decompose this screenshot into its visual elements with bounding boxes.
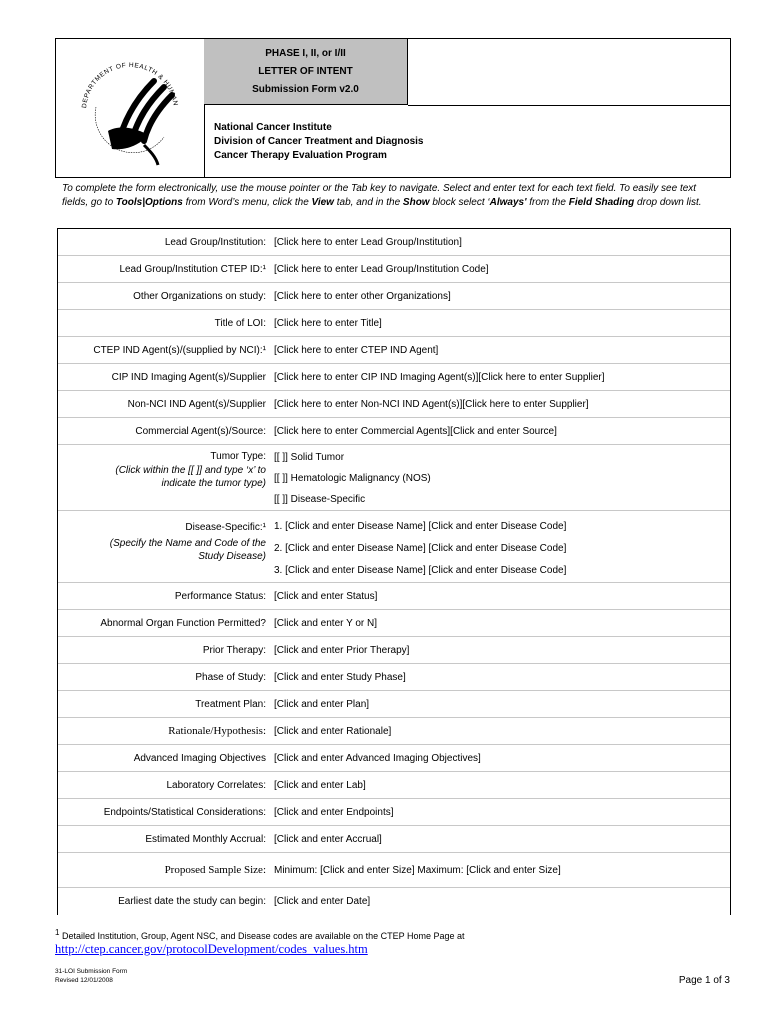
field-label: CIP IND Imaging Agent(s)/Supplier — [111, 371, 266, 383]
footnote-marker: 1 — [55, 928, 60, 937]
revised-date-text: Revised 12/01/2008 — [55, 977, 113, 984]
title-field[interactable]: [Click here to enter Title] — [274, 317, 382, 329]
form-row-ctep-agent — [58, 337, 730, 364]
field-label: CTEP IND Agent(s)/(supplied by NCI):¹ — [93, 344, 266, 356]
disease-label-block — [58, 522, 274, 582]
form-row-endpoints — [58, 799, 730, 826]
form-row-lab-correlates — [58, 772, 730, 799]
other-orgs-field[interactable]: [Click here to enter other Organizations] — [274, 290, 451, 302]
field-label: Prior Therapy: — [202, 644, 266, 656]
form-row-other-orgs — [58, 283, 730, 310]
form-row-organ-function — [58, 610, 730, 637]
field-label: Estimated Monthly Accrual: — [145, 833, 266, 845]
rationale-field[interactable]: [Click and enter Rationale] — [274, 725, 392, 737]
cip-agent-field[interactable]: [Click here to enter CIP IND Imaging Agent(s)][Click here to enter Supplier] — [274, 371, 605, 383]
instructions-text-2: from Word’s menu, click the — [182, 197, 312, 208]
instructions-text-4: block select ‘ — [429, 197, 490, 208]
lead-group-field[interactable]: [Click here to enter Lead Group/Institution] — [274, 236, 462, 248]
tumor-option-solid[interactable]: [[ ]] Solid Tumor — [274, 452, 345, 463]
field-label: Other Organizations on study: — [133, 290, 266, 302]
field-label: Endpoints/Statistical Considerations: — [103, 806, 266, 818]
disease-field-3[interactable]: 3. [Click and enter Disease Name] [Click and enter Disease Code] — [274, 565, 567, 576]
institution-line-3: Cancer Therapy Evaluation Program — [214, 150, 387, 161]
title-line-3: Submission Form v2.0 — [252, 84, 359, 95]
field-label: Non-NCI IND Agent(s)/Supplier — [127, 398, 266, 410]
form-header — [55, 38, 731, 178]
form-row-disease-specific — [58, 511, 730, 583]
disease-field-1[interactable]: 1. [Click and enter Disease Name] [Click and enter Disease Code] — [274, 521, 567, 532]
svg-text:DEPARTMENT OF HEALTH & HUMAN S: DEPARTMENT OF HEALTH & HUMAN — [81, 61, 179, 109]
instructions-bold-1: Tools|Options — [115, 197, 183, 208]
field-label: Title of LOI: — [214, 317, 266, 329]
field-label: Phase of Study: — [195, 671, 266, 683]
hhs-logo-cell — [56, 39, 205, 177]
form-row-start-date — [58, 888, 730, 915]
ctep-codes-link[interactable]: http://ctep.cancer.gov/protocolDevelopment/codes_values.htm — [55, 942, 368, 956]
tumor-type-options — [274, 447, 730, 510]
disease-field-2[interactable]: 2. [Click and enter Disease Name] [Click and enter Disease Code] — [274, 543, 567, 554]
instructions-text-1: To complete the form electronically, use the mouse pointer or the Tab key to navigate. Select and enter text for each text field. To easily see text fields, go to — [62, 183, 697, 208]
start-date-field[interactable]: [Click and enter Date] — [274, 896, 371, 907]
field-sublabel: (Click within the [[ ]] and type ‘x’ to indicate the tumor type) — [115, 465, 266, 489]
instructions-text-6: drop down list. — [634, 197, 702, 208]
field-label: Laboratory Correlates: — [166, 779, 266, 791]
treatment-plan-field[interactable]: [Click and enter Plan] — [274, 698, 370, 710]
institution-block — [204, 105, 730, 177]
form-row-tumor-type — [58, 445, 730, 511]
field-label: Earliest date the study can begin: — [118, 896, 266, 907]
form-id-text: 31-LOI Submission Form — [55, 968, 128, 975]
field-label: Lead Group/Institution: — [164, 236, 266, 248]
field-label: Commercial Agent(s)/Source: — [135, 425, 266, 437]
form-title — [204, 39, 408, 105]
page-number: Page 1 of 3 — [678, 975, 730, 986]
form-row-non-nci-agent — [58, 391, 730, 418]
tumor-option-disease-specific[interactable]: [[ ]] Disease-Specific — [274, 494, 366, 505]
form-row-rationale — [58, 718, 730, 745]
title-line-2: LETTER OF INTENT — [258, 66, 353, 77]
ctep-agent-field[interactable]: [Click here to enter CTEP IND Agent] — [274, 344, 439, 356]
performance-status-field[interactable]: [Click and enter Status] — [274, 590, 378, 602]
accrual-field[interactable]: [Click and enter Accrual] — [274, 833, 382, 845]
instructions — [62, 182, 722, 210]
field-label: Treatment Plan: — [195, 698, 266, 710]
form-row-lead-group — [58, 229, 730, 256]
institution-line-2: Division of Cancer Treatment and Diagnosis — [214, 136, 424, 147]
form-row-treatment-plan — [58, 691, 730, 718]
title-line-1: PHASE I, II, or I/II — [265, 48, 346, 59]
form-row-sample-size — [58, 853, 730, 888]
lab-correlates-field[interactable]: [Click and enter Lab] — [274, 779, 366, 791]
field-label: Performance Status: — [174, 590, 266, 602]
field-label: Proposed Sample Size: — [164, 864, 266, 876]
hhs-seal-icon — [56, 39, 204, 177]
instructions-bold-5: Field Shading — [568, 197, 635, 208]
form-row-prior-therapy — [58, 637, 730, 664]
loi-form-table — [57, 228, 731, 915]
form-row-performance-status — [58, 583, 730, 610]
non-nci-agent-field[interactable]: [Click here to enter Non-NCI IND Agent(s)][Click here to enter Supplier] — [274, 398, 589, 410]
institution-line-1: National Cancer Institute — [214, 122, 332, 133]
commercial-agent-field[interactable]: [Click here to enter Commercial Agents][Click and enter Source] — [274, 425, 557, 437]
field-label: Lead Group/Institution CTEP ID:¹ — [119, 263, 266, 275]
ctep-id-field[interactable]: [Click here to enter Lead Group/Institution Code] — [274, 263, 489, 275]
tumor-type-label-block — [58, 451, 274, 510]
header-blank-cell — [408, 39, 730, 106]
instructions-bold-2: View — [311, 197, 334, 208]
imaging-objectives-field[interactable]: [Click and enter Advanced Imaging Objectives] — [274, 752, 481, 764]
form-row-ctep-id — [58, 256, 730, 283]
instructions-bold-4: Always' — [489, 197, 527, 208]
footnote-text: Detailed Institution, Group, Agent NSC, and Disease codes are available on the CTEP Home Page at — [59, 931, 465, 941]
field-sublabel: (Specify the Name and Code of the Study Disease) — [109, 538, 266, 562]
field-label: Rationale/Hypothesis: — [168, 725, 266, 737]
field-label: Advanced Imaging Objectives — [133, 752, 266, 764]
organ-function-field[interactable]: [Click and enter Y or N] — [274, 617, 378, 629]
prior-therapy-field[interactable]: [Click and enter Prior Therapy] — [274, 644, 410, 656]
form-row-commercial-agent — [58, 418, 730, 445]
instructions-text-5: from the — [526, 197, 569, 208]
field-label: Disease-Specific:¹ — [185, 522, 266, 533]
endpoints-field[interactable]: [Click and enter Endpoints] — [274, 806, 394, 818]
disease-list — [274, 516, 730, 582]
field-label: Abnormal Organ Function Permitted? — [100, 617, 266, 629]
instructions-text-3: tab, and in the — [333, 197, 403, 208]
footnote — [55, 928, 465, 941]
form-row-cip-agent — [58, 364, 730, 391]
form-row-title — [58, 310, 730, 337]
form-row-phase — [58, 664, 730, 691]
tumor-option-hematologic[interactable]: [[ ]] Hematologic Malignancy (NOS) — [274, 473, 431, 484]
sample-size-field[interactable]: Minimum: [Click and enter Size] Maximum: [Click and enter Size] — [274, 864, 561, 876]
instructions-bold-3: Show — [402, 197, 430, 208]
field-label: Tumor Type: — [210, 451, 266, 462]
form-row-imaging-objectives — [58, 745, 730, 772]
form-row-accrual — [58, 826, 730, 853]
phase-field[interactable]: [Click and enter Study Phase] — [274, 671, 406, 683]
